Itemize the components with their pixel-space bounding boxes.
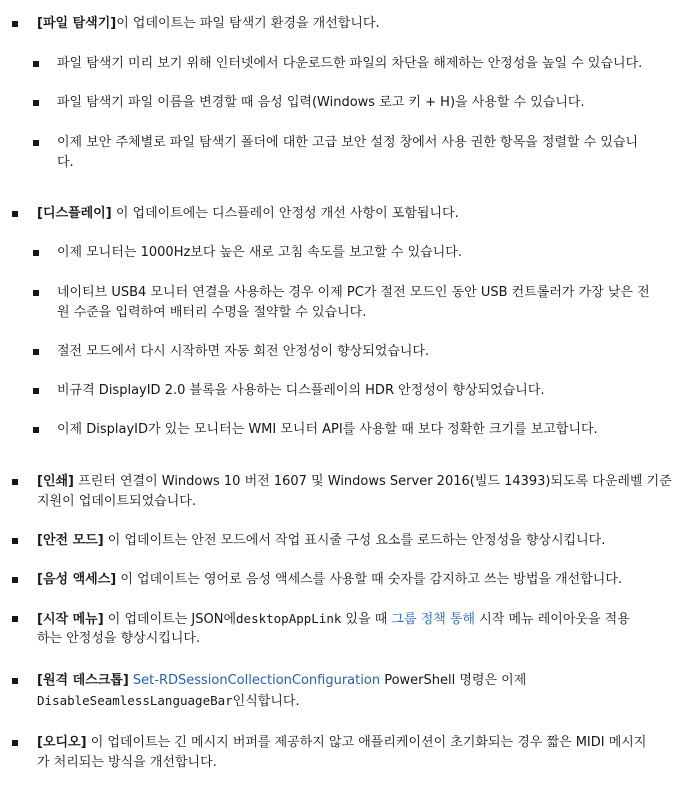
section-heading xyxy=(37,671,677,691)
section-tag: [오디오] xyxy=(37,735,87,750)
bullet-icon xyxy=(12,479,18,485)
section-text: 있을 때 xyxy=(341,612,392,627)
section-tag: [디스플레이] xyxy=(37,206,112,221)
subitem-text: 이제 모니터는 1000Hz보다 높은 새로 고침 속도를 보고할 수 있습니다. xyxy=(57,245,462,260)
section-text: 이 업데이트는 영어로 음성 액세스를 사용할 때 숫자를 감지하고 쓰는 방법을 개선합니다. xyxy=(120,572,623,587)
subitem-text: 이제 보안 주체별로 파일 탐색기 폴더에 대한 고급 보안 설정 창에서 사용 권한 항목을 정렬할 수 있습니 xyxy=(57,135,638,150)
bullet-icon xyxy=(12,211,18,217)
section-heading xyxy=(37,204,677,224)
section-heading xyxy=(37,733,677,753)
code-snippet: desktopAppLink xyxy=(236,611,342,626)
section-text: 이 업데이트는 파일 탐색기 환경을 개선합니다. xyxy=(116,16,380,31)
subitem-text: 원 수준을 입력하여 배터리 수명을 절약할 수 있습니다. xyxy=(57,305,367,320)
subitem-text: 이제 DisplayID가 있는 모니터는 WMI 모니터 API를 사용할 때 보다 정확한 크기를 보고합니다. xyxy=(57,422,598,437)
set-rdsession-link[interactable]: Set-RDSessionCollectionConfiguration xyxy=(132,673,381,688)
section-text: 시작 메뉴 레이아웃을 적용 xyxy=(475,612,630,627)
section-tag: [원격 데스크톱] xyxy=(37,673,129,688)
section-text xyxy=(37,691,677,712)
subitem-text: 파일 탐색기 미리 보기 위해 인터넷에서 다운로드한 파일의 차단을 해제하는 안정성을 높일 수 있습니다. xyxy=(57,56,643,71)
bullet-icon xyxy=(33,100,39,106)
bullet-icon xyxy=(12,740,18,746)
section-text: 가 처리되는 방식을 개선합니다. xyxy=(37,755,217,770)
section-text: PowerShell 명령은 이제 xyxy=(380,673,527,688)
bullet-icon xyxy=(12,21,18,27)
section-tag: [시작 메뉴] xyxy=(37,612,104,627)
section-heading xyxy=(37,472,677,492)
bullet-icon xyxy=(33,427,39,433)
code-snippet: DisableSeamlessLanguageBar xyxy=(37,693,233,708)
section-text: 이 업데이트에는 디스플레이 안정성 개선 사항이 포함됩니다. xyxy=(115,206,459,221)
subitem-text: 파일 탐색기 파일 이름을 변경할 때 음성 입력(Windows 로고 키 + H)을 사용할 수 있습니다. xyxy=(57,95,585,110)
subitem-text: 네이티브 USB4 모니터 연결을 사용하는 경우 이제 PC가 절전 모드인 동안 USB 컨트롤러가 가장 낮은 전 xyxy=(57,285,650,300)
section-heading xyxy=(37,531,677,551)
section-heading xyxy=(37,609,677,630)
bullet-icon xyxy=(33,290,39,296)
section-tag: [안전 모드] xyxy=(37,533,104,548)
section-text: 지원이 업데이트되었습니다. xyxy=(37,494,196,509)
section-tag: [음성 액세스] xyxy=(37,572,117,587)
bullet-icon xyxy=(12,616,18,622)
bullet-icon xyxy=(12,678,18,684)
subitem-text: 다. xyxy=(57,155,74,170)
bullet-icon xyxy=(12,577,18,583)
bullet-icon xyxy=(12,538,18,544)
subitem-text: 절전 모드에서 다시 시작하면 자동 회전 안정성이 향상되었습니다. xyxy=(57,344,430,359)
section-text: 하는 안정성을 향상시킵니다. xyxy=(37,631,201,646)
section-tag: [파일 탐색기] xyxy=(37,16,117,31)
section-text: 프린터 연결이 Windows 10 버전 1607 및 Windows Server 2016(빌드 14393)되도록 다운레벨 기준 xyxy=(78,474,672,489)
bullet-icon xyxy=(33,349,39,355)
bullet-icon xyxy=(33,61,39,67)
group-policy-link[interactable]: 그룹 정책 통해 xyxy=(391,612,476,627)
section-text: 이 업데이트는 안전 모드에서 작업 표시줄 구성 요소를 로드하는 안정성을 향상시킵니다. xyxy=(107,533,606,548)
bullet-icon xyxy=(33,140,39,146)
subitem-text: 비규격 DisplayID 2.0 블록을 사용하는 디스플레이의 HDR 안정성이 향상되었습니다. xyxy=(57,383,545,398)
section-heading xyxy=(37,570,677,590)
section-tag: [인쇄] xyxy=(37,474,74,489)
section-text: 이 업데이트는 긴 메시지 버퍼를 제공하지 않고 애플리케이션이 초기화되는 경우 짧은 MIDI 메시지 xyxy=(90,735,647,750)
section-heading xyxy=(37,14,677,34)
bullet-icon xyxy=(33,388,39,394)
section-text: 이 업데이트는 JSON에 xyxy=(107,612,237,627)
bullet-icon xyxy=(33,250,39,256)
section-text: 인식합니다. xyxy=(232,694,300,709)
